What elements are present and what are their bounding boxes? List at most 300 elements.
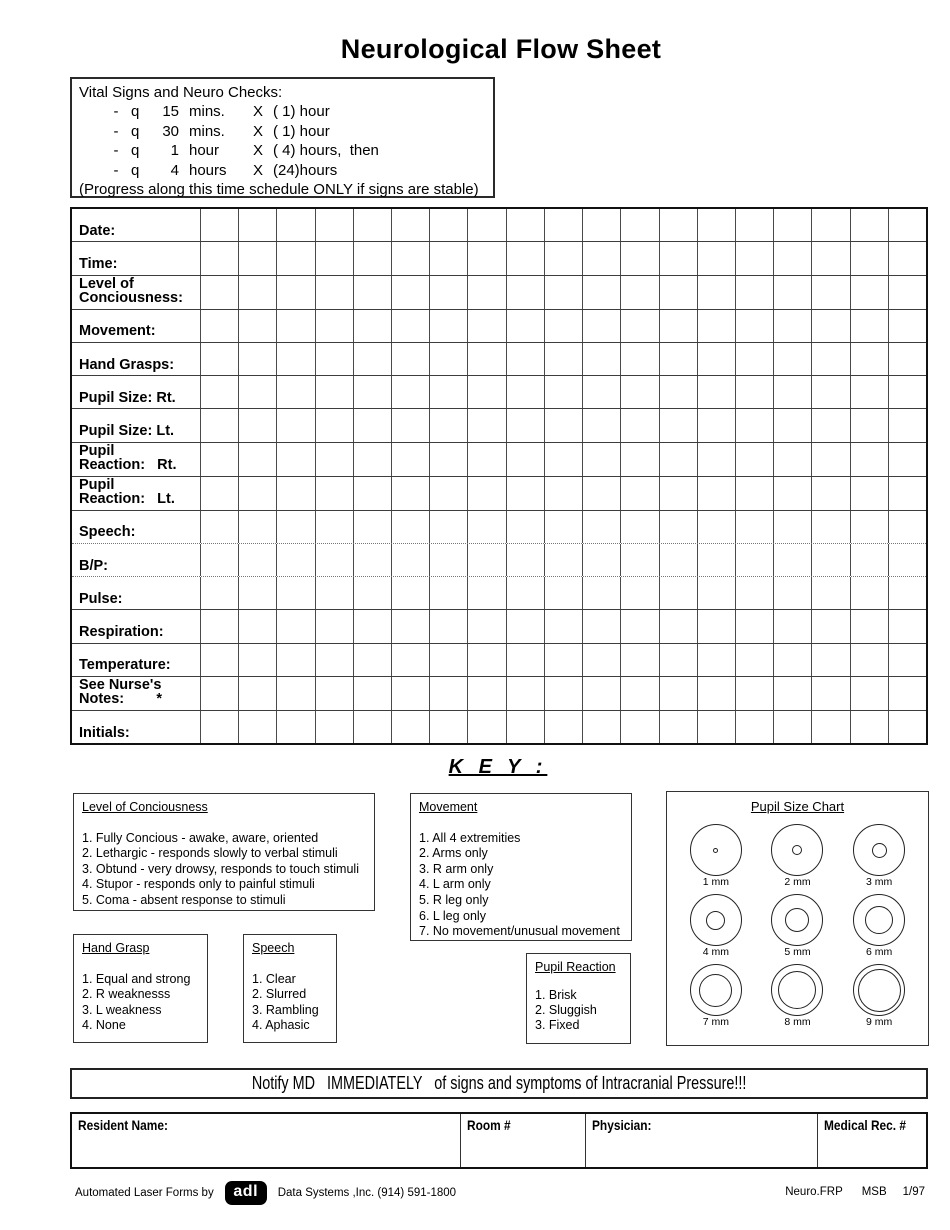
flow-table-row (72, 644, 926, 677)
medical-rec-cell (817, 1114, 926, 1167)
flow-table-cell (238, 443, 276, 476)
flow-table-cell (888, 242, 926, 274)
flow-table-cell (429, 577, 467, 609)
flow-table-cell (315, 209, 353, 241)
flow-table-cell (735, 711, 773, 743)
flow-table-cell (276, 577, 314, 609)
flow-table-cell (697, 209, 735, 241)
flow-table-row-label: Pulse: (79, 590, 123, 607)
flow-table-cell (850, 644, 888, 676)
flow-table-cell (429, 711, 467, 743)
flow-table-cell (315, 343, 353, 375)
flow-table-cell (467, 610, 505, 642)
flow-table-row (72, 711, 926, 743)
flow-table-cell (315, 511, 353, 543)
flow-table-cell (697, 511, 735, 543)
flow-table-cell (697, 310, 735, 342)
flow-table-cell (200, 376, 238, 408)
flow-table-cell (353, 511, 391, 543)
flow-table-cell (659, 209, 697, 241)
schedule-q: q (131, 142, 140, 159)
flow-table-cell (276, 209, 314, 241)
flow-table-cell (467, 343, 505, 375)
flow-table-cell (697, 276, 735, 309)
flow-table-row-label: B/P: (79, 557, 108, 574)
flow-table-cell (544, 644, 582, 676)
flow-table-cell (544, 343, 582, 375)
key-box-title: Pupil Reaction (535, 960, 616, 974)
pupil-inner-circle (699, 974, 732, 1007)
schedule-duration: ( 1) hour (273, 103, 330, 120)
flow-table-cell (582, 376, 620, 408)
schedule-unit: mins. (189, 103, 225, 120)
schedule-row (101, 122, 487, 142)
pupil-size-label: 1 mm (702, 876, 729, 888)
key-item: 1. All 4 extremities (419, 830, 521, 845)
flow-table-cell (620, 677, 658, 710)
flow-table-cell (276, 477, 314, 510)
flow-table-cell (659, 276, 697, 309)
key-item: 1. Clear (252, 971, 296, 986)
flow-table-cell (697, 343, 735, 375)
flow-table-cell (773, 310, 811, 342)
pupil-size-cell (838, 894, 920, 958)
flow-table-row-label: Temperature: (79, 657, 171, 674)
flow-table-cell (391, 209, 429, 241)
pupil-size-label: 7 mm (702, 1016, 729, 1028)
key-item: 5. Coma - absent response to stimuli (82, 892, 286, 907)
pupil-size-label: 2 mm (784, 876, 811, 888)
flow-table-cell (506, 711, 544, 743)
flow-table-cell (238, 276, 276, 309)
flow-table-cell (238, 477, 276, 510)
flow-table-cell (276, 310, 314, 342)
physician-cell (585, 1114, 817, 1167)
flow-table-row (72, 276, 926, 310)
key-box-title: Speech (252, 941, 295, 955)
flow-table-cell (353, 343, 391, 375)
flow-table-cell (773, 644, 811, 676)
key-item-list (252, 972, 330, 1034)
flow-table-cell (850, 310, 888, 342)
flow-table-cell (620, 511, 658, 543)
flow-table-cell (773, 276, 811, 309)
flow-table-cell (315, 577, 353, 609)
schedule-q: q (131, 103, 140, 120)
schedule-unit: mins. (189, 122, 225, 140)
flow-table-cell (888, 610, 926, 642)
page-title: Neurological Flow Sheet (340, 34, 662, 64)
key-item: 3. Fixed (535, 1018, 580, 1032)
flow-table-cell (467, 511, 505, 543)
flow-table-cell (888, 644, 926, 676)
flow-table-cell (200, 677, 238, 710)
flow-table-cell (811, 343, 849, 375)
flow-table-cell (467, 409, 505, 441)
schedule-dash: - (113, 161, 119, 179)
flow-table-cell (506, 310, 544, 342)
key-box-movement (410, 793, 632, 941)
flow-table-cell (620, 343, 658, 375)
key-box-title: Level of Conciousness (82, 800, 208, 814)
flow-table-cell (697, 544, 735, 576)
flow-table-cell (620, 276, 658, 309)
schedule-duration: ( 1) hour (273, 122, 330, 140)
flow-table-cell (238, 577, 276, 609)
flow-table-cell (429, 644, 467, 676)
medical-rec-label: Medical Rec. # (824, 1117, 907, 1133)
schedule-duration: ( 4) hours, then (273, 142, 379, 159)
flow-table-cell (888, 544, 926, 576)
pupil-size-cell (675, 824, 757, 888)
flow-table-cell (200, 644, 238, 676)
flow-table-cell (353, 644, 391, 676)
flow-table-cell (276, 644, 314, 676)
flow-table-cell (544, 276, 582, 309)
flow-table-cell (506, 276, 544, 309)
flow-table-cell (620, 610, 658, 642)
flow-table-row-label: Movement: (79, 323, 156, 340)
schedule-dash: - (113, 122, 119, 140)
flow-table-row (72, 443, 926, 477)
pupil-inner-circle (872, 843, 887, 858)
flow-table-cell (200, 409, 238, 441)
flow-table-cell (697, 711, 735, 743)
pupil-size-chart (666, 791, 929, 1046)
flow-table-cell (467, 544, 505, 576)
key-item: 2. Sluggish (535, 1003, 597, 1017)
flow-table-cell (315, 677, 353, 710)
flow-table-cell (811, 577, 849, 609)
flow-table-cell (850, 409, 888, 441)
flow-table-cell (888, 310, 926, 342)
notify-md-text: Notify MD IMMEDIATELY of signs and symptoms of Intracranial Pressure!!! (251, 1073, 747, 1093)
key-item: 4. L arm only (419, 877, 491, 892)
flow-table-cell (773, 711, 811, 743)
flow-table-cell (467, 276, 505, 309)
flow-table-cell (582, 677, 620, 710)
flow-table-cell (850, 511, 888, 543)
flow-table-cell (620, 209, 658, 241)
flow-table-cell (888, 477, 926, 510)
room-number-cell (460, 1114, 585, 1167)
flow-table-cell (200, 577, 238, 609)
flow-table-row (72, 310, 926, 343)
flow-table-cell (200, 276, 238, 309)
flow-table-cell (544, 677, 582, 710)
flow-table-row (72, 242, 926, 275)
adl-logo: adl (225, 1181, 267, 1205)
flow-table-cell (353, 310, 391, 342)
flow-table-cell (888, 511, 926, 543)
flow-table-cell (620, 644, 658, 676)
flow-table-cell (735, 276, 773, 309)
key-item: 2. Lethargic - responds slowly to verbal stimuli (82, 846, 338, 861)
flow-table-cell (544, 209, 582, 241)
flow-table-cell (315, 310, 353, 342)
footer-form-id: Neuro.FRP MSB 1/97 (785, 1186, 925, 1198)
flow-table-row (72, 376, 926, 409)
flow-table-cell (850, 242, 888, 274)
flow-table-cell (620, 577, 658, 609)
flow-table-cell (544, 544, 582, 576)
flow-table-cell (353, 544, 391, 576)
flow-table-cell (353, 409, 391, 441)
schedule-row (101, 161, 487, 181)
flow-table-cell (659, 644, 697, 676)
flow-table-cell (735, 409, 773, 441)
flow-table-cell (391, 376, 429, 408)
pupil-inner-circle (865, 906, 893, 934)
pupil-inner-circle (778, 971, 816, 1009)
flow-table-cell (620, 443, 658, 476)
flow-table-cell (391, 644, 429, 676)
flow-table-cell (659, 544, 697, 576)
flow-table-cell (582, 343, 620, 375)
flow-table-cell (353, 711, 391, 743)
pupil-size-label: 8 mm (784, 1016, 811, 1028)
flow-table-cell (620, 544, 658, 576)
pupil-outer-circle (690, 824, 742, 876)
pupil-size-grid (667, 824, 928, 1028)
flow-table-cell (429, 443, 467, 476)
physician-label: Physician: (592, 1117, 652, 1133)
schedule-x: X (252, 161, 263, 179)
flow-table-cell (811, 677, 849, 710)
flow-table-cell (773, 577, 811, 609)
flow-table-cell (697, 443, 735, 476)
flow-table-row (72, 209, 926, 242)
room-number-label: Room # (467, 1117, 511, 1133)
flow-table-cell (238, 343, 276, 375)
flow-table-cell (582, 511, 620, 543)
flow-table-cell (850, 577, 888, 609)
flow-table-cell (582, 443, 620, 476)
flow-table-cell (391, 276, 429, 309)
flow-table-row-label: Level of Conciousness: (79, 275, 183, 306)
flow-table-cell (200, 544, 238, 576)
flow-table-cell (735, 544, 773, 576)
flow-table-cell (429, 209, 467, 241)
flow-table-cell (659, 511, 697, 543)
key-item: 2. Arms only (419, 846, 488, 861)
flow-table-cell (735, 610, 773, 642)
flow-table-cell (659, 677, 697, 710)
key-item: 7. No movement/unusual movement (419, 924, 620, 939)
flow-table-cell (582, 711, 620, 743)
flow-table-cell (315, 544, 353, 576)
flow-table-cell (391, 711, 429, 743)
flow-table-row-label: See Nurse's Notes: * (79, 676, 162, 708)
flow-table-cell (467, 644, 505, 676)
flow-table-cell (582, 242, 620, 274)
flow-table-cell (582, 644, 620, 676)
key-box-pupil-reaction (526, 953, 631, 1044)
flow-table-row-label: Initials: (79, 724, 130, 741)
flow-table-cell (391, 242, 429, 274)
flow-table-row (72, 577, 926, 610)
flow-table-cell (429, 511, 467, 543)
flow-table-cell (544, 511, 582, 543)
schedule-x: X (252, 103, 263, 120)
flow-table-row-label: Pupil Reaction: Rt. (79, 442, 177, 473)
flow-table-cell (811, 409, 849, 441)
flow-table-cell (697, 242, 735, 274)
flow-table-cell (506, 443, 544, 476)
flow-table-cell (353, 242, 391, 274)
flow-table-cell (276, 409, 314, 441)
flow-table-cell (506, 409, 544, 441)
flow-table-cell (353, 477, 391, 510)
pupil-outer-circle (690, 964, 742, 1016)
footer-company-text: Data Systems ,Inc. (914) 591-1800 (277, 1187, 457, 1199)
flow-table-cell (773, 477, 811, 510)
flow-table-cell (773, 376, 811, 408)
flow-table-cell (620, 376, 658, 408)
flow-table-cell (315, 242, 353, 274)
flow-table-cell (353, 443, 391, 476)
pupil-size-cell (838, 824, 920, 888)
flow-table-cell (391, 677, 429, 710)
flow-table-cell (506, 577, 544, 609)
flow-table-row-label: Pupil Size: Lt. (79, 423, 175, 439)
vital-signs-heading: Vital Signs and Neuro Checks: (79, 84, 283, 101)
flow-table-cell (735, 242, 773, 274)
flow-table-cell (850, 343, 888, 375)
flow-table-cell (850, 209, 888, 241)
flow-table-cell (811, 209, 849, 241)
resident-name-cell (72, 1114, 460, 1167)
flow-table-cell (811, 477, 849, 510)
flow-table-cell (850, 443, 888, 476)
flow-table-cell (811, 610, 849, 642)
flow-table-cell (200, 209, 238, 241)
flow-table-cell (506, 209, 544, 241)
flow-table-cell (582, 544, 620, 576)
pupil-size-cell (675, 964, 757, 1028)
flow-table-cell (506, 677, 544, 710)
flow-table-cell (467, 577, 505, 609)
flow-table-cell (659, 376, 697, 408)
pupil-inner-circle (785, 908, 809, 932)
flow-table-cell (353, 376, 391, 408)
flow-table-cell (773, 610, 811, 642)
flow-table-cell (238, 610, 276, 642)
flow-table-cell (659, 443, 697, 476)
key-item: 1. Brisk (535, 988, 577, 1002)
flow-table-cell (391, 310, 429, 342)
pupil-size-cell (757, 894, 839, 958)
flow-table-cell (429, 242, 467, 274)
key-item: 4. Stupor - responds only to painful stimuli (82, 877, 315, 892)
flow-table-cell (506, 644, 544, 676)
flow-table-cell (811, 644, 849, 676)
flow-table-row (72, 677, 926, 711)
flow-table-cell (850, 477, 888, 510)
schedule-x: X (252, 122, 263, 140)
flow-table-cell (315, 711, 353, 743)
flow-table-cell (888, 376, 926, 408)
flow-table-cell (276, 242, 314, 274)
resident-name-label: Resident Name: (78, 1117, 168, 1133)
flow-table-cell (773, 343, 811, 375)
flow-table-cell (353, 209, 391, 241)
flow-table-cell (773, 409, 811, 441)
schedule-q: q (131, 122, 140, 140)
flow-table-cell (850, 376, 888, 408)
flow-table-cell (238, 644, 276, 676)
flow-table-cell (315, 644, 353, 676)
flow-table-cell (238, 511, 276, 543)
flow-table-cell (659, 409, 697, 441)
flow-table-cell (811, 276, 849, 309)
flow-table-cell (276, 376, 314, 408)
flow-table-cell (697, 644, 735, 676)
flow-table-cell (582, 209, 620, 241)
key-item: 4. Aphasic (252, 1018, 310, 1033)
flow-table-cell (353, 610, 391, 642)
flow-table-cell (544, 242, 582, 274)
flow-table-cell (238, 376, 276, 408)
flow-table-cell (544, 409, 582, 441)
flow-table-cell (697, 577, 735, 609)
flow-table-cell (811, 242, 849, 274)
key-box-title: Movement (419, 800, 478, 814)
flow-table-cell (582, 409, 620, 441)
flow-table-cell (544, 711, 582, 743)
flow-table-cell (315, 276, 353, 309)
flow-table-cell (276, 443, 314, 476)
flow-table-cell (506, 511, 544, 543)
flow-table-cell (659, 577, 697, 609)
flow-table-cell (735, 644, 773, 676)
flow-table-cell (200, 443, 238, 476)
flow-table-cell (238, 711, 276, 743)
flow-table-cell (353, 276, 391, 309)
flow-table-cell (773, 511, 811, 543)
flow-table-cell (811, 443, 849, 476)
pupil-outer-circle (853, 964, 905, 1016)
flow-table-row-label: Speech: (79, 524, 136, 541)
key-item: 5. R leg only (419, 892, 489, 907)
key-item: 4. None (82, 1018, 126, 1033)
key-item: 1. Equal and strong (82, 971, 191, 986)
flow-table-cell (544, 310, 582, 342)
flow-table-cell (315, 443, 353, 476)
pupil-outer-circle (771, 964, 823, 1016)
flow-table-cell (697, 677, 735, 710)
pupil-size-label: 6 mm (866, 946, 893, 958)
schedule-row (101, 102, 487, 122)
flow-table-cell (544, 610, 582, 642)
flow-table-cell (773, 544, 811, 576)
flow-table-cell (888, 409, 926, 441)
flow-table-cell (467, 477, 505, 510)
notify-md-banner (70, 1068, 928, 1099)
flow-table-cell (582, 276, 620, 309)
flow-table-cell (620, 477, 658, 510)
flow-table-cell (888, 209, 926, 241)
flow-table-cell (467, 443, 505, 476)
flow-table-cell (467, 209, 505, 241)
key-box-speech (243, 934, 337, 1043)
flow-table-cell (353, 577, 391, 609)
flow-table-cell (200, 711, 238, 743)
key-item-list (82, 831, 368, 909)
schedule-unit: hour (189, 142, 220, 159)
flow-table-cell (429, 477, 467, 510)
key-item: 3. Rambling (252, 1002, 319, 1017)
